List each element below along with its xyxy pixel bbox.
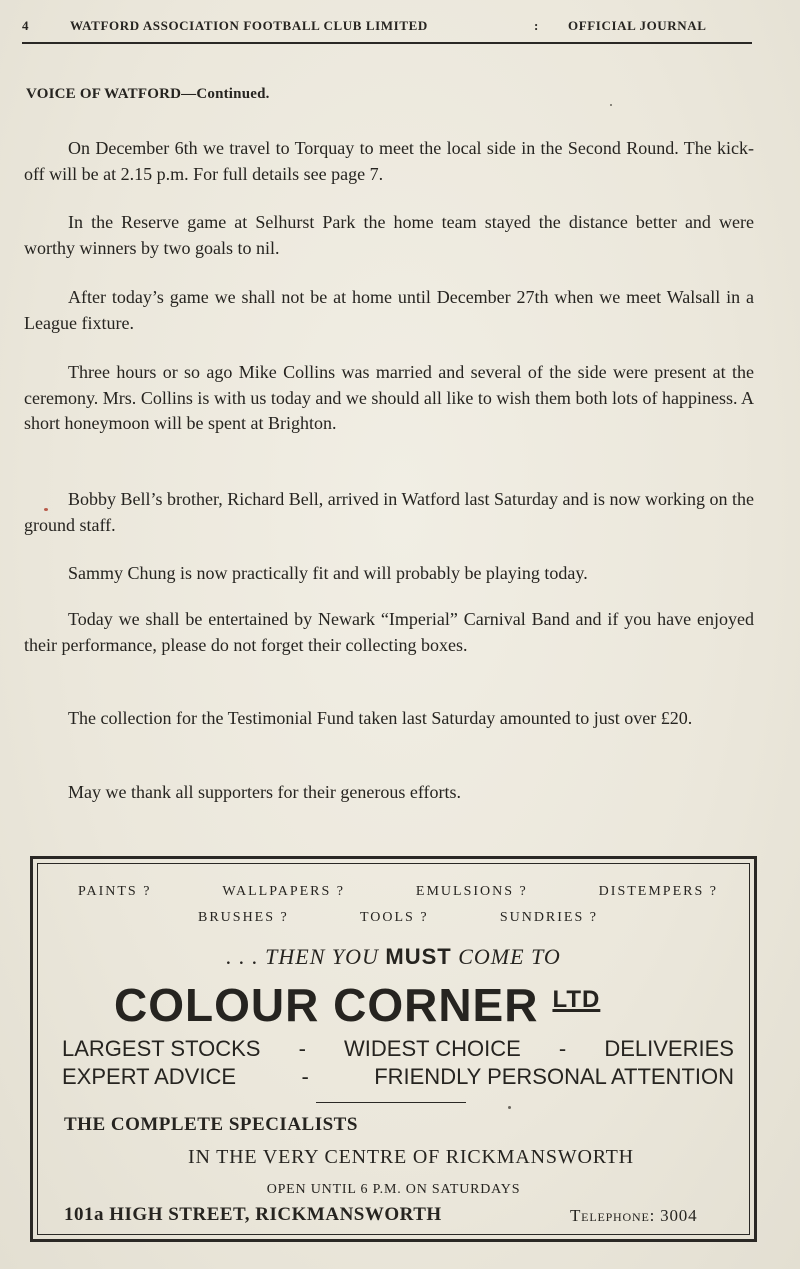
header-separator: : (534, 18, 539, 33)
paragraph-richard-bell: Bobby Bell’s brother, Richard Bell, arrived in Watford last Saturday and is now working on the ground staff. (24, 489, 754, 535)
product-brushes: BRUSHES ? (198, 910, 289, 925)
advert-inner-border (37, 863, 750, 1235)
header-rule (22, 42, 752, 44)
advert-brand (114, 978, 600, 1032)
paragraph-next-home-game: After today’s game we shall not be at home until December 27th when we meet Walsall in a League fixture. (24, 287, 754, 333)
feature-dash: - (298, 1036, 306, 1061)
paragraph-mike-collins: Three hours or so ago Mike Collins was married and several of the side were present at the ceremony. Mrs. Collins is with us today and we should all like to wish them both lots of happiness. A short honeymoon will be spent at Brighton. (24, 362, 754, 433)
product-emulsions: EMULSIONS ? (415, 884, 528, 899)
colour-corner-advert (30, 856, 757, 1242)
advert-divider (316, 1102, 466, 1103)
feature-dash: - (558, 1036, 567, 1061)
advert-products-line1 (78, 884, 718, 900)
paragraph-thanks: May we thank all supporters for their generous efforts. (68, 782, 462, 802)
advert-products-line2 (198, 910, 598, 926)
advert-features-line2 (62, 1064, 734, 1090)
advert-location: IN THE VERY CENTRE OF RICKMANSWORTH (188, 1146, 634, 1168)
product-tools: TOOLS ? (359, 910, 429, 925)
advert-then-line (38, 944, 749, 970)
feature-friendly-attention: FRIENDLY PERSONAL ATTENTION (374, 1064, 734, 1089)
brand-ltd: LTD (552, 986, 601, 1013)
then-must: MUST (385, 944, 452, 969)
brand-name: COLOUR CORNER (114, 979, 539, 1031)
feature-widest-choice: WIDEST CHOICE (344, 1036, 521, 1061)
feature-largest-stocks: LARGEST STOCKS (62, 1036, 261, 1061)
advert-opening-hours: OPEN UNTIL 6 P.M. ON SATURDAYS (266, 1182, 521, 1197)
paragraph-carnival-band: Today we shall be entertained by Newark “Imperial” Carnival Band and if you have enjoyed their performance, please do not forget their collecting boxes. (24, 609, 754, 655)
page-header (22, 14, 752, 38)
club-name: WATFORD ASSOCIATION FOOTBALL CLUB LIMITED (70, 18, 428, 33)
product-sundries: SUNDRIES ? (499, 910, 598, 925)
paragraph-testimonial-fund: The collection for the Testimonial Fund taken last Saturday amounted to just over £20. (68, 708, 693, 728)
feature-dash: - (301, 1064, 309, 1089)
feature-deliveries: DELIVERIES (604, 1036, 734, 1061)
print-speck (610, 104, 612, 106)
section-heading (26, 86, 270, 103)
journal-title: OFFICIAL JOURNAL (568, 18, 707, 33)
print-speck (508, 1106, 511, 1109)
advert-telephone (570, 1206, 697, 1226)
print-speck (44, 508, 48, 511)
product-distempers: DISTEMPERS ? (598, 884, 718, 899)
telephone-label: Telephone: (570, 1206, 656, 1225)
product-paints: PAINTS ? (78, 884, 152, 899)
page-number: 4 (22, 18, 30, 33)
section-title: VOICE OF WATFORD (26, 86, 182, 102)
advert-address: 101a HIGH STREET, RICKMANSWORTH (64, 1204, 442, 1225)
product-wallpapers: WALLPAPERS ? (222, 884, 346, 899)
then-prefix: . . . THEN YOU (226, 944, 379, 969)
advert-specialists: THE COMPLETE SPECIALISTS (64, 1114, 358, 1135)
section-continued: —Continued. (181, 86, 270, 102)
paragraph-torquay: On December 6th we travel to Torquay to meet the local side in the Second Round. The kick-off will be at 2.15 p.m. For full details see page 7. (24, 138, 754, 184)
paragraph-sammy-chung: Sammy Chung is now practically fit and will probably be playing today. (68, 563, 588, 583)
feature-expert-advice: EXPERT ADVICE (62, 1064, 237, 1089)
then-suffix: COME TO (458, 944, 561, 969)
paragraph-reserve-game: In the Reserve game at Selhurst Park the home team stayed the distance better and were worthy winners by two goals to nil. (24, 212, 754, 258)
advert-features-line1 (62, 1036, 734, 1062)
telephone-number: 3004 (660, 1206, 698, 1225)
